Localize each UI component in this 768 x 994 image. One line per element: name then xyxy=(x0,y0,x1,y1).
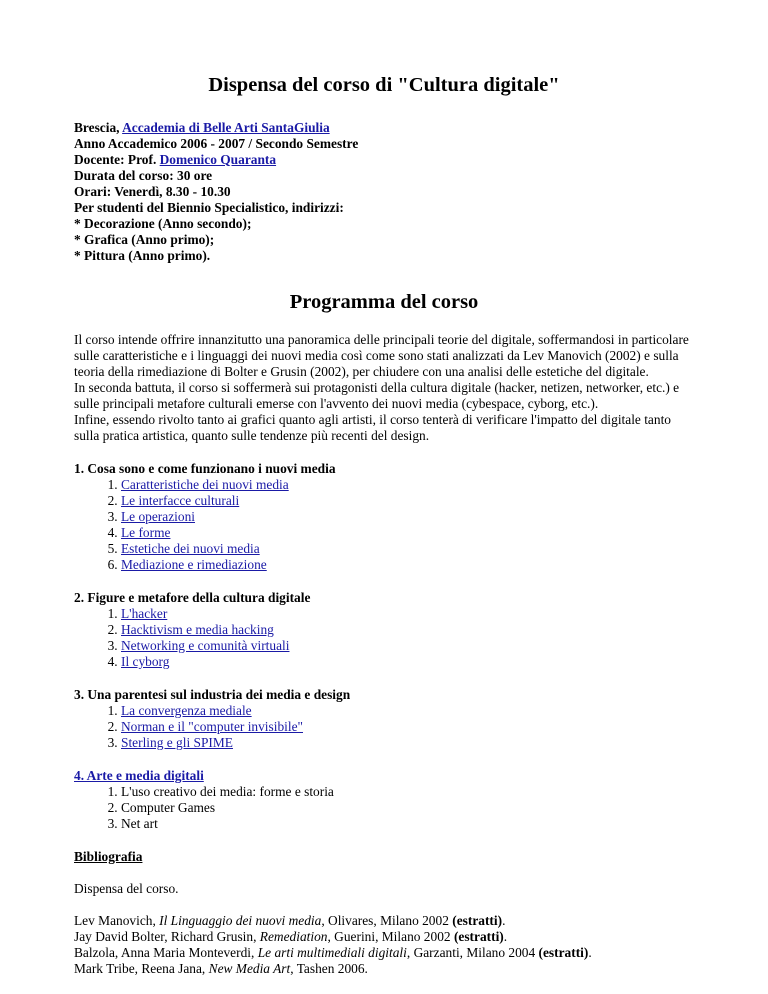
ref-title: Il Linguaggio dei nuovi media xyxy=(159,913,322,928)
list-item xyxy=(121,557,694,573)
ref-publisher: , Tashen 2006. xyxy=(290,961,368,976)
intro-p1: Il corso intende offrire innanzitutto una panoramica delle principali teorie del digitale, soffermandosi in particolare sulle caratteristiche e i linguaggi dei nuovi media così come sono stati analizzati da Lev Manovich (2002) e sulla teoria della rimediazione di Bolter e Grusin (2002), per chiudere con una analisi delle estetiche del digitale. xyxy=(74,332,689,379)
section-2 xyxy=(74,590,694,670)
reference-item xyxy=(74,961,694,977)
topic-link[interactable]: Le operazioni xyxy=(121,509,195,524)
dispensa-line: Dispensa del corso. xyxy=(74,881,179,896)
list-item xyxy=(121,654,694,670)
list-item xyxy=(121,541,694,557)
topic-link[interactable]: Hacktivism e media hacking xyxy=(121,622,274,637)
ref-title: Le arti multimediali digitali xyxy=(257,945,407,960)
topic-link[interactable]: L'hacker xyxy=(121,606,168,621)
topic-link[interactable]: Mediazione e rimediazione xyxy=(121,557,267,572)
list-item xyxy=(121,606,694,622)
list-item xyxy=(121,719,694,735)
academic-year: Anno Accademico 2006 - 2007 / Secondo Semestre xyxy=(74,136,359,151)
section-list xyxy=(74,606,694,670)
ref-author: Lev Manovich, xyxy=(74,913,160,928)
section-title: 1. Cosa sono e come funzionano i nuovi media xyxy=(74,461,336,476)
ref-title: Remediation xyxy=(259,929,328,944)
list-item xyxy=(121,477,694,493)
list-item xyxy=(121,509,694,525)
section-4 xyxy=(74,768,694,832)
topic-link[interactable]: Norman e il "computer invisibile" xyxy=(121,719,303,734)
ref-end: . xyxy=(502,913,506,928)
ref-note: (estratti) xyxy=(538,945,589,960)
list-item: 1. L'uso creativo dei media: forme e storia xyxy=(121,784,694,800)
list-item: 2. Computer Games xyxy=(121,800,694,816)
topic-link[interactable]: Estetiche dei nuovi media xyxy=(121,541,260,556)
students: Per studenti del Biennio Specialistico, indirizzi: xyxy=(74,200,344,215)
duration: Durata del corso: 30 ore xyxy=(74,168,213,183)
list-item xyxy=(121,493,694,509)
topic-link[interactable]: Le forme xyxy=(121,525,171,540)
bibliography xyxy=(74,849,694,977)
section-3 xyxy=(74,687,694,751)
teacher-link[interactable]: Domenico Quaranta xyxy=(159,152,277,167)
location-line xyxy=(74,120,694,136)
ref-publisher: , Guerini, Milano 2002 xyxy=(327,929,454,944)
ref-note: (estratti) xyxy=(452,913,503,928)
reference-item xyxy=(74,929,694,945)
topic-link[interactable]: La convergenza mediale xyxy=(121,703,252,718)
location-prefix: Brescia, xyxy=(74,120,123,135)
section-1 xyxy=(74,461,694,573)
topic-link[interactable]: Caratteristiche dei nuovi media xyxy=(121,477,289,492)
topic-link[interactable]: Networking e comunità virtuali xyxy=(121,638,290,653)
ref-title: New Media Art xyxy=(208,961,291,976)
track-2: * Grafica (Anno primo); xyxy=(74,232,215,247)
list-item xyxy=(121,638,694,654)
section-list xyxy=(74,477,694,573)
academy-link[interactable]: Accademia di Belle Arti SantaGiulia xyxy=(122,120,330,135)
ref-note: (estratti) xyxy=(453,929,504,944)
ref-author: Balzola, Anna Maria Monteverdi, xyxy=(74,945,258,960)
teacher-line xyxy=(74,152,694,168)
schedule: Orari: Venerdì, 8.30 - 10.30 xyxy=(74,184,231,199)
references xyxy=(74,913,694,977)
bibliography-title: Bibliografia xyxy=(74,849,143,864)
intro-p3: Infine, essendo rivolto tanto ai grafici quanto agli artisti, il corso tenterà di verificare l'impatto del digitale tanto sulla pratica artistica, quanto sulle tendenze più recenti del design. xyxy=(74,412,671,443)
section-list xyxy=(74,784,694,832)
course-info xyxy=(74,120,694,264)
reference-item xyxy=(74,945,694,961)
topic-link[interactable]: Sterling e gli SPIME xyxy=(121,735,233,750)
track-1: * Decorazione (Anno secondo); xyxy=(74,216,252,231)
list-item xyxy=(121,622,694,638)
section-4-link[interactable]: 4. Arte e media digitali xyxy=(74,768,204,783)
list-item xyxy=(121,703,694,719)
section-title: 2. Figure e metafore della cultura digitale xyxy=(74,590,311,605)
ref-publisher: , Olivares, Milano 2002 xyxy=(321,913,453,928)
list-item xyxy=(121,735,694,751)
page-title: Dispensa del corso di "Cultura digitale" xyxy=(208,74,560,96)
section-title: 3. Una parentesi sul industria dei media e design xyxy=(74,687,351,702)
ref-author: Jay David Bolter, Richard Grusin, xyxy=(74,929,260,944)
topic-link[interactable]: Le interfacce culturali xyxy=(121,493,240,508)
ref-author: Mark Tribe, Reena Jana, xyxy=(74,961,209,976)
intro-p2: In seconda battuta, il corso si soffermerà sui protagonisti della cultura digitale (hacker, netizen, networker, etc.) e sulle principali metafore culturali emerse con l'avvento dei nuovi media (cybespace, cyborg, etc.). xyxy=(74,380,680,411)
reference-item xyxy=(74,913,694,929)
ref-end: . xyxy=(588,945,592,960)
section-title xyxy=(74,768,694,784)
list-item: 3. Net art xyxy=(121,816,694,832)
ref-end: . xyxy=(503,929,508,944)
program-title: Programma del corso xyxy=(289,291,479,313)
ref-publisher: , Garzanti, Milano 2004 xyxy=(406,945,539,960)
track-3: * Pittura (Anno primo). xyxy=(74,248,211,263)
section-list xyxy=(74,703,694,751)
list-item xyxy=(121,525,694,541)
teacher-prefix: Docente: Prof. xyxy=(74,152,160,167)
topic-link[interactable]: Il cyborg xyxy=(121,654,170,669)
intro xyxy=(74,332,694,444)
